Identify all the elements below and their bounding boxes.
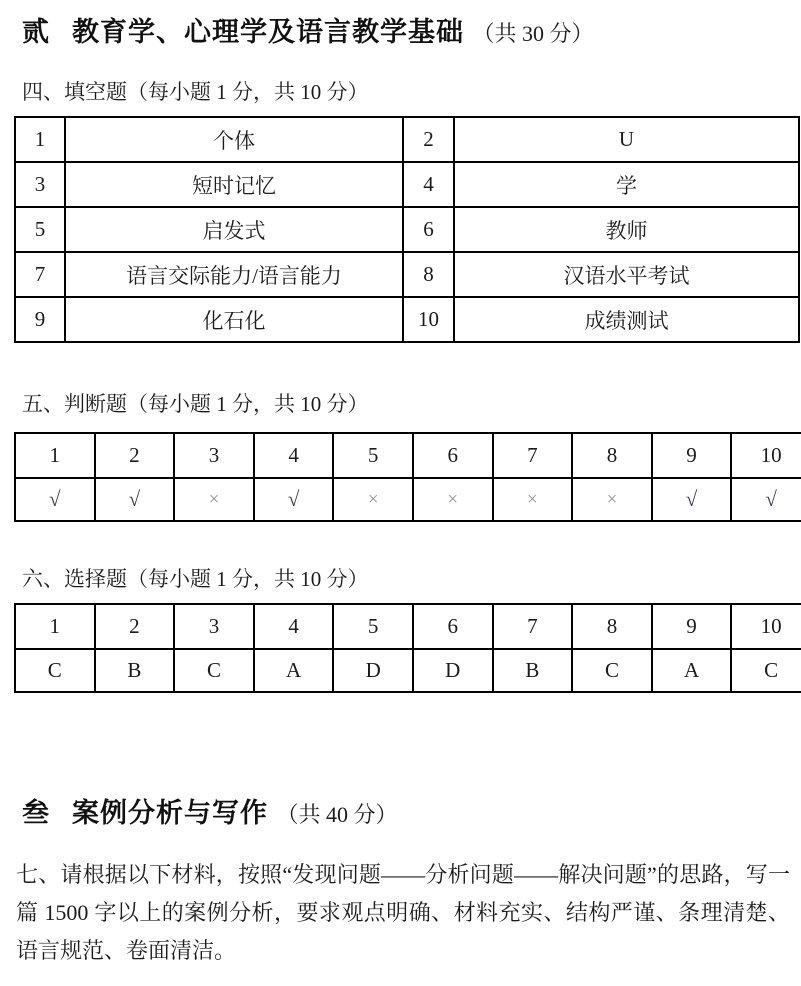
true-false-mark: × [572,478,652,521]
true-false-mark: × [413,478,493,521]
question-number: 5 [333,433,413,478]
question-number: 4 [254,433,334,478]
true-false-mark: √ [15,478,95,521]
question-number: 9 [652,604,732,649]
true-false-mark: √ [254,478,334,521]
question-number: 9 [652,433,732,478]
answer-cell: 成绩测试 [454,297,799,342]
answer-cell: 教师 [454,207,799,252]
question-number: 5 [15,207,65,252]
part3-label: 叁 [22,798,50,828]
part2-title: 教育学、心理学及语言教学基础 [72,17,464,47]
section5-heading: 五、判断题（每小题 1 分，共 10 分） [22,392,369,416]
true-false-answers-table [14,432,801,522]
answer-cell: 汉语水平考试 [454,252,799,297]
multiple-choice-answers-table [14,603,801,693]
true-false-mark: √ [95,478,175,521]
choice-answer: B [95,649,175,692]
answer-cell: 启发式 [65,207,403,252]
table-row [15,478,801,521]
question-number: 5 [333,604,413,649]
answer-cell: 短时记忆 [65,162,403,207]
question-number: 8 [572,433,652,478]
question-number: 7 [15,252,65,297]
part2-label: 贰 [22,17,50,47]
fill-blank-answers-table [14,116,800,343]
question-number: 6 [413,433,493,478]
choice-answer: C [15,649,95,692]
question-number: 6 [413,604,493,649]
question-number: 2 [95,433,175,478]
section4-heading: 四、填空题（每小题 1 分，共 10 分） [22,80,369,104]
choice-answer: D [333,649,413,692]
question-number: 2 [403,117,454,162]
answer-cell: 语言交际能力/语言能力 [65,252,403,297]
question-number: 9 [15,297,65,342]
question-number: 1 [15,117,65,162]
choice-answer: C [731,649,801,692]
question-number: 6 [403,207,454,252]
choice-answer: C [572,649,652,692]
choice-answer: A [652,649,732,692]
choice-answer: C [174,649,254,692]
question-number: 1 [15,604,95,649]
true-false-mark: × [493,478,573,521]
question-number: 3 [174,433,254,478]
question-number: 7 [493,433,573,478]
table-row [15,604,801,649]
question-number: 7 [493,604,573,649]
choice-answer: D [413,649,493,692]
table-row [15,649,801,692]
question-number: 4 [403,162,454,207]
choice-answer: A [254,649,334,692]
table-row [15,162,799,207]
question-number: 8 [403,252,454,297]
section6-heading: 六、选择题（每小题 1 分，共 10 分） [22,567,369,591]
true-false-mark: × [174,478,254,521]
question-number: 10 [731,604,801,649]
part2-score-note: （共 30 分） [472,21,594,46]
question-number: 2 [95,604,175,649]
answer-cell: 学 [454,162,799,207]
choice-answer: B [493,649,573,692]
table-row [15,117,799,162]
question-number: 4 [254,604,334,649]
table-row [15,207,799,252]
part3-title: 案例分析与写作 [72,798,268,828]
table-row [15,252,799,297]
table-row [15,297,799,342]
question-number: 3 [15,162,65,207]
question7-text: 七、请根据以下材料，按照“发现问题——分析问题——解决问题”的思路，写一篇 1500 字以上的案例分析，要求观点明确、材料充实、结构严谨、条理清楚、语言规范、卷面清洁。 [16,862,790,963]
question-number: 1 [15,433,95,478]
part3-score-note: （共 40 分） [276,802,398,827]
question-number: 10 [403,297,454,342]
true-false-mark: √ [731,478,801,521]
part3-heading [22,791,398,830]
question-number: 8 [572,604,652,649]
answer-cell: 化石化 [65,297,403,342]
question-number: 10 [731,433,801,478]
true-false-mark: √ [652,478,732,521]
part2-heading [22,10,594,49]
true-false-mark: × [333,478,413,521]
question-number: 3 [174,604,254,649]
table-row [15,433,801,478]
answer-cell: U [454,117,799,162]
answer-cell: 个体 [65,117,403,162]
